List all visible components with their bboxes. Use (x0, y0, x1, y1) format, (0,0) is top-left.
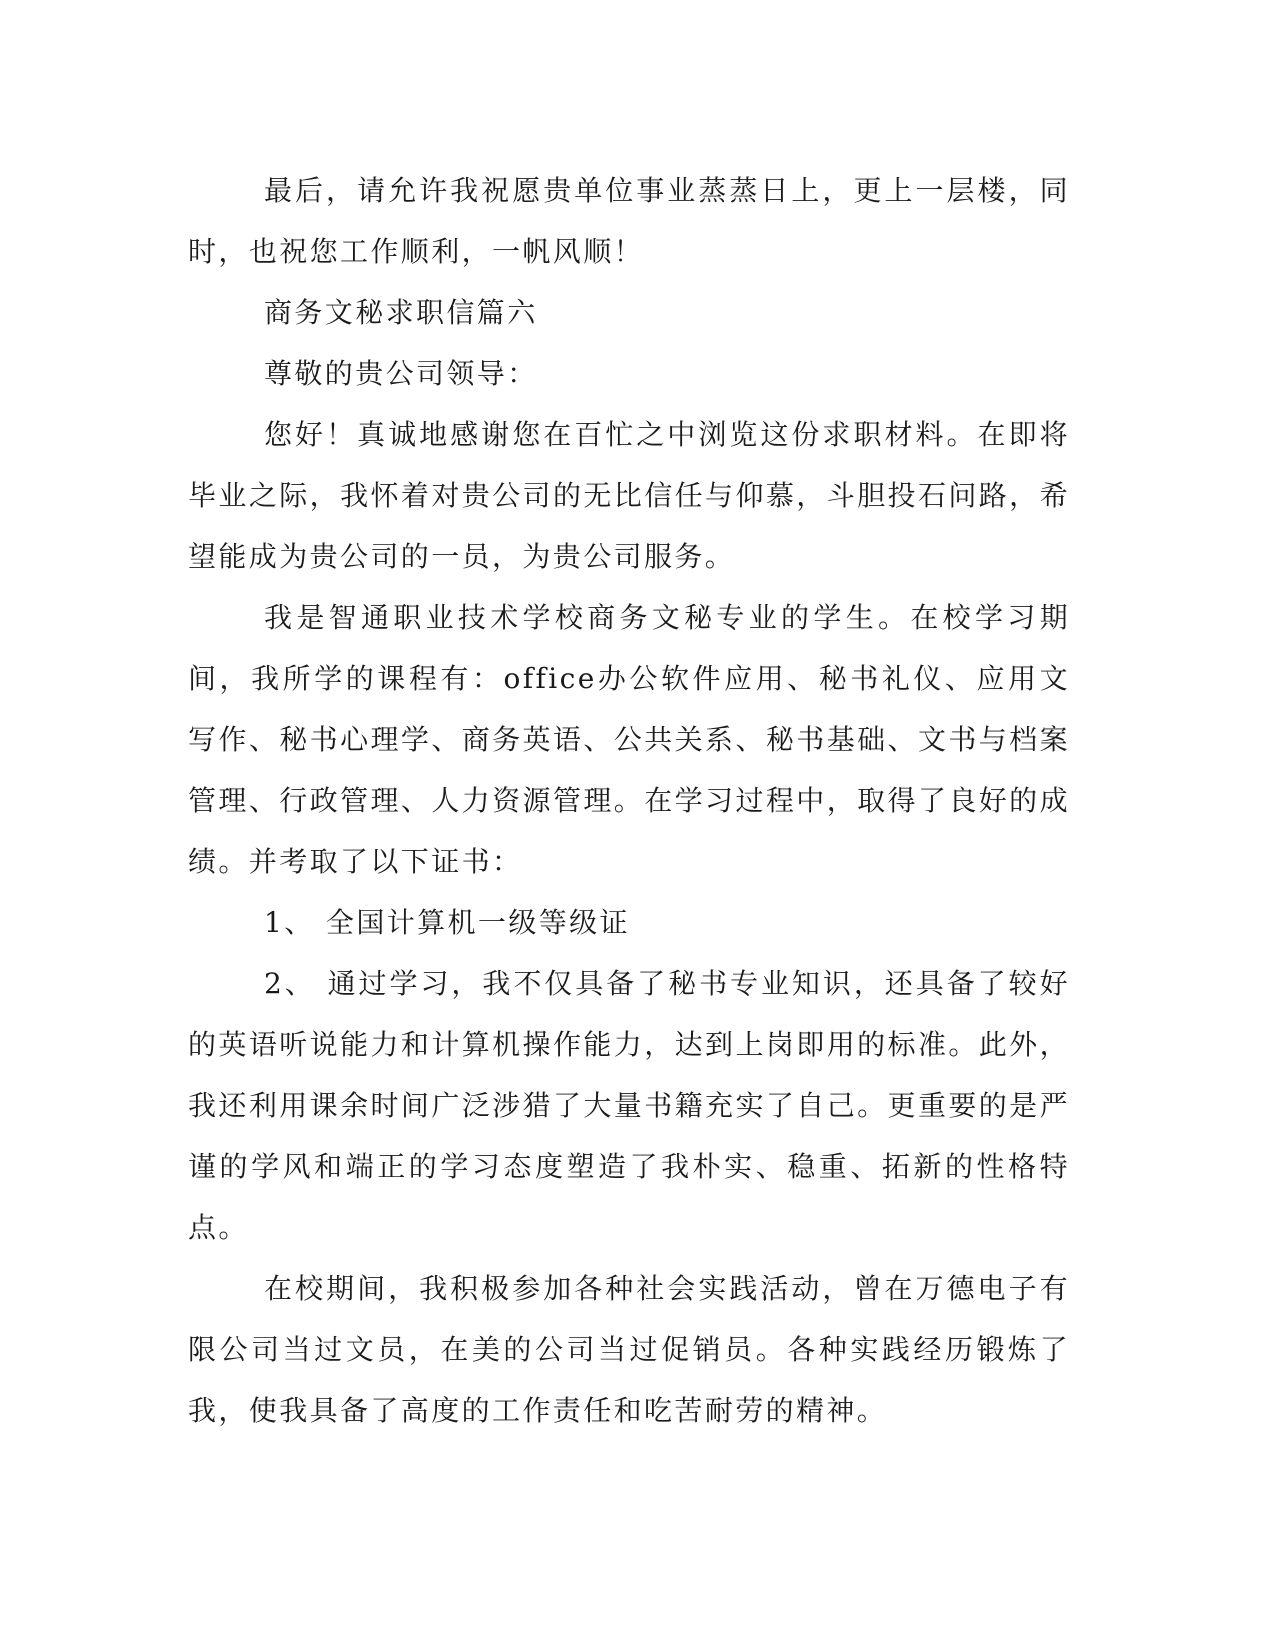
certificate-item-2: 2、 通过学习，我不仅具备了秘书专业知识，还具备了较好的英语听说能力和计算机操作能力，达到上岗即用的标准。此外，我还利用课余时间广泛涉猎了大量书籍充实了自己。更重要的是严谨的学风和端正的学习态度塑造了我朴实、稳重、拓新的性格特点。 (188, 967, 1070, 1244)
education-paragraph: 我是智通职业技术学校商务文秘专业的学生。在校学习期间，我所学的课程有：office办公软件应用、秘书礼仪、应用文写作、秘书心理学、商务英语、公共关系、秘书基础、文书与档案管理、行政管理、人力资源管理。在学习过程中，取得了良好的成绩。并考取了以下证书： (188, 601, 1070, 878)
practice-paragraph: 在校期间，我积极参加各种社会实践活动，曾在万德电子有限公司当过文员，在美的公司当过促销员。各种实践经历锻炼了我，使我具备了高度的工作责任和吃苦耐劳的精神。 (188, 1272, 1070, 1427)
section-title: 商务文秘求职信篇六 (264, 296, 538, 329)
document-body (188, 160, 1070, 1441)
certificate-item-1: 1、 全国计算机一级等级证 (264, 906, 630, 939)
closing-paragraph: 最后，请允许我祝愿贵单位事业蒸蒸日上，更上一层楼，同时，也祝您工作顺利，一帆风顺！ (188, 174, 1070, 268)
greeting-paragraph: 您好！真诚地感谢您在百忙之中浏览这份求职材料。在即将毕业之际，我怀着对贵公司的无比信任与仰慕，斗胆投石问路，希望能成为贵公司的一员，为贵公司服务。 (188, 418, 1070, 573)
salutation: 尊敬的贵公司领导： (264, 357, 538, 390)
